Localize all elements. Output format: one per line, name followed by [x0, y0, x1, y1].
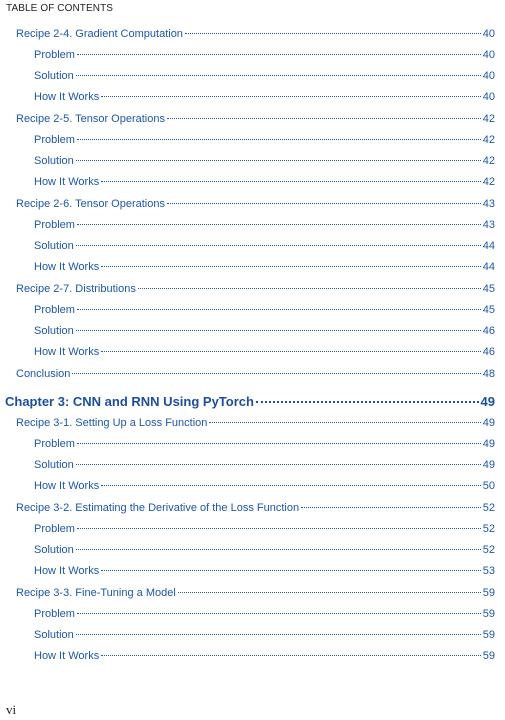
- dot-leader: [209, 422, 480, 423]
- toc-entry-title: Recipe 2-5. Tensor Operations: [16, 113, 165, 125]
- toc-entry-title: Solution: [34, 629, 74, 641]
- dot-leader: [77, 528, 481, 529]
- toc-entry[interactable]: [34, 459, 495, 477]
- toc-entry-page: 46: [482, 346, 495, 358]
- toc-entry-page: 59: [482, 629, 495, 641]
- toc-entry[interactable]: [16, 502, 495, 520]
- toc-entry-page: 40: [482, 28, 495, 40]
- toc-entry-page: 42: [482, 155, 495, 167]
- dot-leader: [76, 330, 481, 331]
- toc-entry[interactable]: [16, 417, 495, 435]
- toc-entry[interactable]: [34, 325, 495, 343]
- toc-entry-page: 45: [482, 283, 495, 295]
- toc-entry-page: 42: [482, 134, 495, 146]
- dot-leader: [101, 181, 481, 182]
- dot-leader: [256, 401, 479, 403]
- toc-entry-page: 44: [482, 240, 495, 252]
- toc-entry[interactable]: [34, 155, 495, 173]
- toc-entry-title: How It Works: [34, 565, 100, 577]
- toc-entry-title: How It Works: [34, 91, 100, 103]
- toc-entry-page: 48: [482, 368, 495, 380]
- toc-entry[interactable]: [34, 346, 495, 364]
- toc-entry-page: 49: [482, 438, 495, 450]
- toc-entry[interactable]: [34, 91, 495, 109]
- toc-entry-page: 52: [482, 523, 495, 535]
- toc-entry-page: 50: [482, 480, 495, 492]
- toc-entry-title: Solution: [34, 240, 74, 252]
- running-header: TABLE OF CONTENTS: [6, 3, 114, 14]
- toc-entry-page: 42: [482, 113, 495, 125]
- dot-leader: [301, 507, 481, 508]
- toc-entry-title: Recipe 3-1. Setting Up a Loss Function: [16, 417, 208, 429]
- toc-entry[interactable]: [34, 650, 495, 668]
- toc-entry-title: Problem: [34, 523, 75, 535]
- dot-leader: [101, 570, 481, 571]
- toc-entry-page: 42: [482, 176, 495, 188]
- toc-entry-title: Conclusion: [16, 368, 71, 380]
- toc-entry[interactable]: [34, 219, 495, 237]
- dot-leader: [167, 118, 481, 119]
- toc-entry[interactable]: [34, 134, 495, 152]
- toc-entry[interactable]: [34, 240, 495, 258]
- toc-entry-page: 52: [482, 544, 495, 556]
- toc-entry[interactable]: [34, 608, 495, 626]
- dot-leader: [101, 96, 481, 97]
- toc-entry-title: Solution: [34, 544, 74, 556]
- dot-leader: [77, 443, 481, 444]
- toc-entry-page: 40: [482, 49, 495, 61]
- toc-entry[interactable]: [16, 198, 495, 216]
- page-number: vi: [6, 702, 17, 717]
- toc-entry-title: Problem: [34, 219, 75, 231]
- toc-entry-title: Problem: [34, 49, 75, 61]
- toc-entry[interactable]: [34, 176, 495, 194]
- dot-leader: [76, 245, 481, 246]
- toc-entry-page: 43: [482, 219, 495, 231]
- dot-leader: [101, 266, 481, 267]
- toc-entry-page: 40: [482, 91, 495, 103]
- toc-entry-page: 59: [482, 650, 495, 662]
- dot-leader: [72, 373, 480, 374]
- toc-entry[interactable]: [34, 49, 495, 67]
- toc-entry-page: 53: [482, 565, 495, 577]
- dot-leader: [77, 139, 481, 140]
- toc-entry-page: 49: [482, 459, 495, 471]
- toc-entry-title: Problem: [34, 608, 75, 620]
- toc-entry-title: Problem: [34, 134, 75, 146]
- toc-entry-page: 52: [482, 502, 495, 514]
- toc-entry-page: 49: [482, 417, 495, 429]
- toc-entry[interactable]: [16, 587, 495, 605]
- toc-entry-title: How It Works: [34, 346, 100, 358]
- toc-entry[interactable]: [16, 283, 495, 301]
- toc-entry-title: Recipe 2-7. Distributions: [16, 283, 136, 295]
- toc-entry-title: Solution: [34, 459, 74, 471]
- toc-entry-page: 45: [482, 304, 495, 316]
- toc-entry[interactable]: [34, 629, 495, 647]
- dot-leader: [138, 288, 481, 289]
- toc-entry[interactable]: [34, 544, 495, 562]
- toc-entry[interactable]: [34, 565, 495, 583]
- toc-entry[interactable]: [16, 113, 495, 131]
- dot-leader: [178, 592, 481, 593]
- toc-entry-title: Recipe 2-4. Gradient Computation: [16, 28, 183, 40]
- dot-leader: [101, 485, 481, 486]
- toc-entry[interactable]: [34, 480, 495, 498]
- toc-entry-title: Recipe 3-2. Estimating the Derivative of the Loss Function: [16, 502, 300, 514]
- dot-leader: [76, 549, 481, 550]
- dot-leader: [77, 54, 481, 55]
- toc-entry[interactable]: [34, 304, 495, 322]
- toc-entry-page: 46: [482, 325, 495, 337]
- dot-leader: [101, 655, 481, 656]
- toc-entry[interactable]: [16, 368, 495, 386]
- toc-entry[interactable]: [34, 70, 495, 88]
- dot-leader: [76, 160, 481, 161]
- toc-entry-title: Chapter 3: CNN and RNN Using PyTorch: [5, 394, 254, 409]
- dot-leader: [76, 464, 481, 465]
- dot-leader: [167, 203, 481, 204]
- toc-entry[interactable]: [16, 28, 495, 46]
- toc-entry-title: How It Works: [34, 650, 100, 662]
- toc-entry[interactable]: [34, 438, 495, 456]
- toc-entry-page: 59: [482, 587, 495, 599]
- dot-leader: [77, 309, 481, 310]
- toc-entry-title: Solution: [34, 70, 74, 82]
- toc-entry-title: Problem: [34, 438, 75, 450]
- toc-entry-title: How It Works: [34, 176, 100, 188]
- dot-leader: [101, 351, 481, 352]
- toc-entry-title: Solution: [34, 155, 74, 167]
- dot-leader: [76, 634, 481, 635]
- toc-entry-title: Recipe 3-3. Fine-Tuning a Model: [16, 587, 176, 599]
- toc-entry-title: How It Works: [34, 480, 100, 492]
- dot-leader: [185, 33, 481, 34]
- toc-entry-title: Recipe 2-6. Tensor Operations: [16, 198, 165, 210]
- toc-entry-page: 40: [482, 70, 495, 82]
- toc-entry-page: 59: [482, 608, 495, 620]
- toc-entry[interactable]: [34, 261, 495, 279]
- toc-entry-title: Solution: [34, 325, 74, 337]
- toc-entry-title: Problem: [34, 304, 75, 316]
- dot-leader: [77, 613, 481, 614]
- toc-entry-page: 43: [482, 198, 495, 210]
- toc-entry-title: How It Works: [34, 261, 100, 273]
- toc-chapter-entry[interactable]: [5, 394, 495, 412]
- toc-entry-page: 49: [480, 394, 495, 409]
- dot-leader: [76, 75, 481, 76]
- dot-leader: [77, 224, 481, 225]
- toc-entry[interactable]: [34, 523, 495, 541]
- toc-entry-page: 44: [482, 261, 495, 273]
